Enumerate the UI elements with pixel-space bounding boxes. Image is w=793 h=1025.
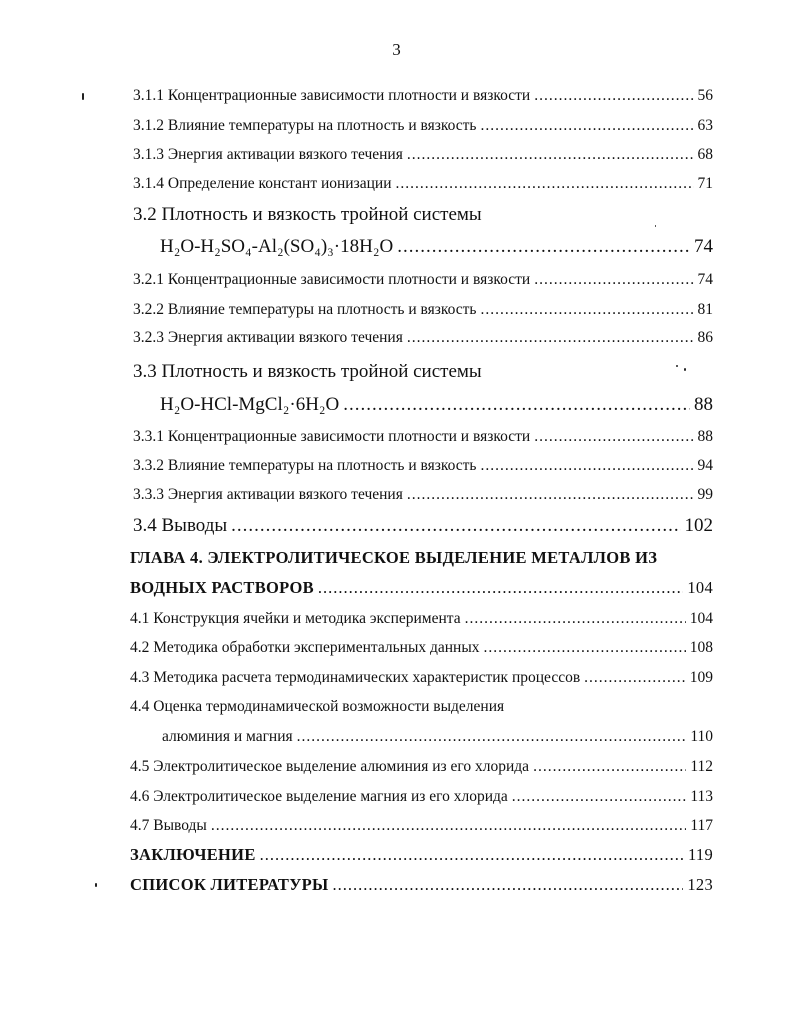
toc-entry-title: 3.1.1 Концентрационные зависимости плотности и вязкости bbox=[133, 87, 531, 104]
toc-entry-title: 3.2.1 Концентрационные зависимости плотности и вязкости bbox=[133, 271, 531, 288]
scan-speck bbox=[684, 368, 686, 371]
dot-leader bbox=[407, 485, 694, 505]
dot-leader bbox=[534, 86, 693, 106]
dot-leader bbox=[533, 757, 686, 777]
toc-entry-title: 3.2.2 Влияние температуры на плотность и вязкость bbox=[133, 301, 477, 318]
toc-entry-title: 3.1.3 Энергия активации вязкого течения bbox=[133, 146, 403, 163]
toc-entry-title: 3.3.3 Энергия активации вязкого течения bbox=[133, 486, 403, 503]
dot-leader bbox=[407, 145, 694, 165]
dot-leader bbox=[211, 816, 686, 836]
dot-leader bbox=[333, 875, 684, 895]
toc-entry bbox=[160, 235, 713, 259]
toc-entry bbox=[133, 514, 713, 538]
dot-leader bbox=[260, 845, 684, 865]
dot-leader bbox=[481, 456, 694, 476]
toc-entry-page: 94 bbox=[697, 457, 713, 474]
dot-leader bbox=[396, 174, 694, 194]
toc-entry-page: 119 bbox=[687, 845, 713, 864]
toc-entry-page: 86 bbox=[697, 329, 713, 346]
toc-entry-title: 4.1 Конструкция ячейки и методика эксперимента bbox=[130, 610, 461, 627]
toc-entry-page: 110 bbox=[690, 728, 713, 745]
dot-leader bbox=[534, 270, 693, 290]
toc-entry bbox=[130, 609, 713, 629]
toc-entry bbox=[130, 845, 713, 865]
toc-entry-title: 4.5 Электролитическое выделение алюминия из его хлорида bbox=[130, 758, 530, 775]
toc-section-heading: 3.3 Плотность и вязкость тройной системы bbox=[133, 361, 482, 382]
toc-entry-title: H₂O-H₂SO₄-Al₂(SO₄)₃·18H₂O bbox=[160, 236, 394, 257]
dot-leader bbox=[481, 116, 694, 136]
toc-entry-page: 74 bbox=[694, 236, 713, 257]
toc-chapter-heading: ГЛАВА 4. ЭЛЕКТРОЛИТИЧЕСКОЕ ВЫДЕЛЕНИЕ МЕТАЛЛОВ ИЗ bbox=[130, 548, 658, 567]
toc-entry bbox=[133, 485, 713, 505]
toc-section-heading: 3.2 Плотность и вязкость тройной системы bbox=[133, 204, 482, 225]
toc-entry-title: 3.3.2 Влияние температуры на плотность и вязкость bbox=[133, 457, 477, 474]
toc-entry-title: 3.1.2 Влияние температуры на плотность и вязкость bbox=[133, 117, 477, 134]
toc-entry bbox=[133, 328, 713, 348]
toc-entry-page: 123 bbox=[687, 875, 713, 894]
toc-entry-page: 117 bbox=[690, 817, 713, 834]
toc-entry-title: 4.6 Электролитическое выделение магния из его хлорида bbox=[130, 788, 508, 805]
toc-entry-title: 4.7 Выводы bbox=[130, 817, 207, 834]
toc-entry bbox=[130, 668, 713, 688]
toc-entry bbox=[133, 456, 713, 476]
toc-entry bbox=[130, 816, 713, 836]
dot-leader bbox=[343, 393, 690, 417]
toc-entry bbox=[133, 300, 713, 320]
toc-entry bbox=[130, 757, 713, 777]
toc-entry-title: алюминия и магния bbox=[162, 728, 293, 745]
toc-entry-page: 63 bbox=[697, 117, 713, 134]
dot-leader bbox=[481, 300, 694, 320]
scan-speck bbox=[95, 883, 97, 887]
toc-entry bbox=[133, 116, 713, 136]
toc-entry-title: 4.3 Методика расчета термодинамических характеристик процессов bbox=[130, 669, 581, 686]
toc-entry-page: 104 bbox=[687, 578, 713, 597]
dot-leader bbox=[512, 787, 687, 807]
toc-entry-page: 108 bbox=[689, 639, 713, 656]
toc-entry-title: 4.4 Оценка термодинамической возможности выделения bbox=[130, 698, 505, 715]
toc-entry bbox=[160, 393, 713, 417]
page-number: 3 bbox=[392, 40, 401, 59]
toc-entry-title: 4.2 Методика обработки экспериментальных данных bbox=[130, 639, 480, 656]
dot-leader bbox=[465, 609, 686, 629]
toc-entry bbox=[130, 578, 713, 598]
toc-entry bbox=[133, 174, 713, 194]
dot-leader bbox=[397, 235, 690, 259]
toc-entry-title: СПИСОК ЛИТЕРАТУРЫ bbox=[130, 875, 329, 894]
toc-entry-title: 3.2.3 Энергия активации вязкого течения bbox=[133, 329, 403, 346]
dot-leader bbox=[297, 727, 687, 747]
dot-leader bbox=[318, 578, 683, 598]
toc-entry-page: 109 bbox=[689, 669, 713, 686]
scan-speck bbox=[676, 365, 678, 367]
toc-entry bbox=[130, 787, 713, 807]
toc-entry bbox=[133, 86, 713, 106]
dot-leader bbox=[407, 328, 694, 348]
toc-entry-page: 113 bbox=[690, 788, 713, 805]
toc-entry-page: 56 bbox=[697, 87, 713, 104]
toc-entry-page: 102 bbox=[684, 515, 713, 536]
dot-leader bbox=[231, 514, 680, 538]
toc-entry bbox=[133, 427, 713, 447]
toc-entry-page: 112 bbox=[690, 758, 713, 775]
toc-entry-title: ВОДНЫХ РАСТВОРОВ bbox=[130, 578, 314, 597]
toc-entry-title: ЗАКЛЮЧЕНИЕ bbox=[130, 845, 256, 864]
toc-entry-page: 81 bbox=[697, 301, 713, 318]
toc-entry-title: H₂O-HCl-MgCl₂·6H₂O bbox=[160, 394, 340, 415]
toc-entry-page: 68 bbox=[697, 146, 713, 163]
toc-entry bbox=[130, 638, 713, 658]
toc-entry-page: 104 bbox=[689, 610, 713, 627]
dot-leader bbox=[584, 668, 686, 688]
toc-entry bbox=[162, 727, 713, 747]
dot-leader bbox=[484, 638, 686, 658]
toc-entry-page: 88 bbox=[694, 394, 713, 415]
scan-speck bbox=[82, 93, 84, 100]
toc-entry-page: 71 bbox=[697, 175, 713, 192]
toc-entry-page: 88 bbox=[697, 428, 713, 445]
toc-entry-title: 3.4 Выводы bbox=[133, 515, 228, 536]
toc-entry-title: 3.1.4 Определение констант ионизации bbox=[133, 175, 392, 192]
toc-entry-page: 74 bbox=[697, 271, 713, 288]
toc-entry bbox=[133, 145, 713, 165]
toc-entry bbox=[133, 270, 713, 290]
scan-speck bbox=[655, 225, 656, 227]
toc-entry-page: 99 bbox=[697, 486, 713, 503]
dot-leader bbox=[534, 427, 693, 447]
toc-entry-title: 3.3.1 Концентрационные зависимости плотности и вязкости bbox=[133, 428, 531, 445]
toc-entry bbox=[130, 875, 713, 895]
